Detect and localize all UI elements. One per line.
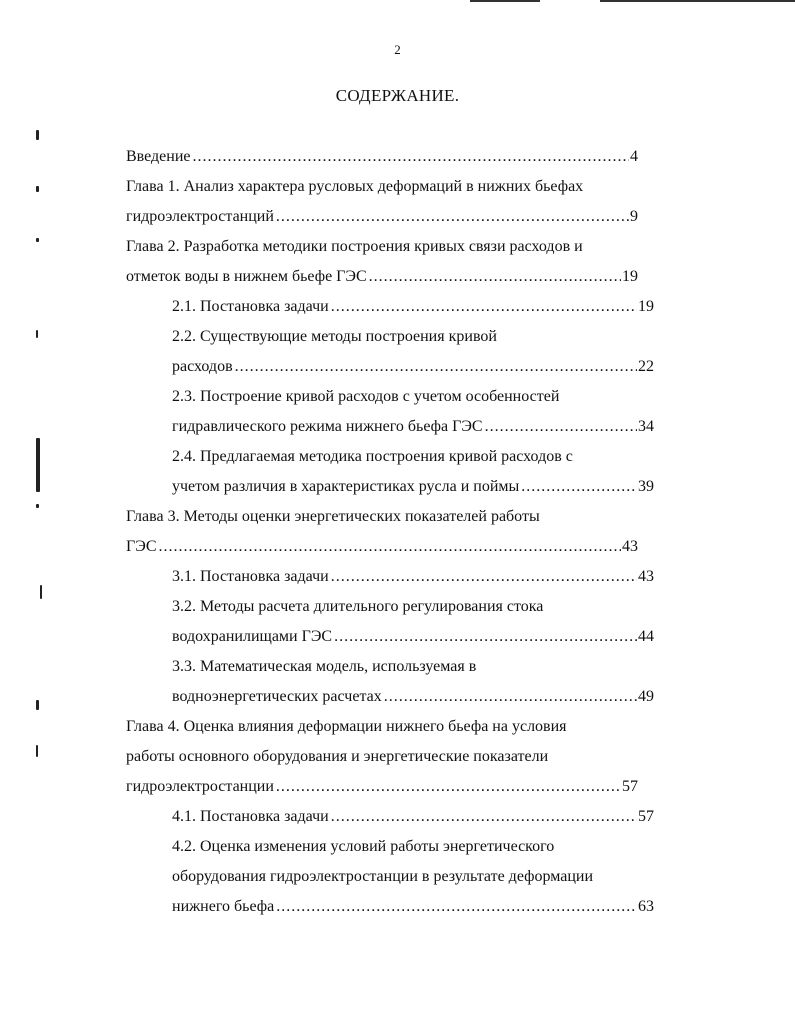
scan-artifact <box>36 238 39 242</box>
toc-line <box>172 412 654 442</box>
toc-dot-leader <box>276 772 621 802</box>
toc-line <box>172 442 654 472</box>
toc-dot-leader <box>331 562 637 592</box>
toc-entry-text: Глава 3. Методы оценки энергетических показателей работы <box>126 508 540 525</box>
toc-page-number: 22 <box>637 352 654 382</box>
toc-dot-leader <box>158 532 621 562</box>
scan-artifact <box>40 585 42 599</box>
toc-page-number: 4 <box>629 142 638 172</box>
toc-line <box>172 292 654 322</box>
toc-line <box>172 592 654 622</box>
toc-line <box>126 262 638 292</box>
scan-artifact <box>36 745 38 757</box>
scan-top-rule <box>600 0 795 2</box>
toc-line <box>172 352 654 382</box>
toc-dot-leader <box>485 412 637 442</box>
toc-entry-text: оборудования гидроэлектростанции в результате деформации <box>172 868 594 885</box>
toc-dot-leader <box>331 802 637 832</box>
toc-line <box>172 652 654 682</box>
toc-entry-text: работы основного оборудования и энергетические показатели <box>126 748 549 765</box>
toc-entry-text: Введение <box>126 148 191 165</box>
toc-line <box>126 232 638 262</box>
scan-artifact <box>36 438 40 492</box>
toc-entry-text: расходов <box>172 358 233 375</box>
toc-line <box>172 382 654 412</box>
toc-line <box>172 472 654 502</box>
toc-entry-text: нижнего бьефа <box>172 898 275 915</box>
toc-page-number: 39 <box>637 472 654 502</box>
toc-entry-text: учетом различия в характеристиках русла и поймы <box>172 478 520 495</box>
scan-artifact <box>36 504 39 508</box>
toc-entry-text: Глава 4. Оценка влияния деформации нижнего бьефа на условия <box>126 718 567 735</box>
toc-entry-text: 4.1. Постановка задачи <box>172 808 329 825</box>
toc-entry-text: 3.1. Постановка задачи <box>172 568 329 585</box>
toc-entry-text: Глава 2. Разработка методики построения кривых связи расходов и <box>126 238 583 255</box>
toc-line <box>172 322 654 352</box>
toc-page-number: 44 <box>637 622 654 652</box>
toc-line <box>126 712 638 742</box>
toc-line <box>126 772 638 802</box>
toc-entry-text: 2.2. Существующие методы построения кривой <box>172 328 497 345</box>
toc-page-number: 19 <box>637 292 654 322</box>
toc-line <box>126 532 638 562</box>
toc-line <box>172 562 654 592</box>
toc-entry-text: 2.4. Предлагаемая методика построения кривой расходов с <box>172 448 573 465</box>
toc-entry-text: 3.3. Математическая модель, используемая в <box>172 658 477 675</box>
toc-page-number: 34 <box>637 412 654 442</box>
page-number: 2 <box>394 42 401 57</box>
toc-entry-text: водохранилищами ГЭС <box>172 628 333 645</box>
toc-entry-text: Глава 1. Анализ характера русловых деформаций в нижних бьефах <box>126 178 584 195</box>
toc-dot-leader <box>193 142 630 172</box>
toc-line <box>126 742 638 772</box>
scan-top-rule <box>470 0 540 2</box>
toc-page-number: 43 <box>637 562 654 592</box>
scan-artifact <box>36 130 39 140</box>
toc-entry-text: 4.2. Оценка изменения условий работы энергетического <box>172 838 555 855</box>
toc-entry-text: ГЭС <box>126 538 157 555</box>
toc-entry-text: водноэнергетических расчетах <box>172 688 382 705</box>
toc-dot-leader <box>521 472 637 502</box>
toc-line <box>172 832 654 862</box>
toc-page-number: 57 <box>637 802 654 832</box>
scan-artifact <box>36 330 38 338</box>
toc-line <box>126 502 638 532</box>
toc-page-number: 43 <box>621 532 638 562</box>
toc-dot-leader <box>276 892 637 922</box>
toc-line <box>172 622 654 652</box>
toc-line <box>172 802 654 832</box>
toc-dot-leader <box>384 682 637 712</box>
toc-page-number: 57 <box>621 772 638 802</box>
toc-entry-text: 2.3. Построение кривой расходов с учетом особенностей <box>172 388 560 405</box>
toc-dot-leader <box>369 262 621 292</box>
scan-artifact <box>36 700 39 710</box>
toc-page-number: 19 <box>621 262 638 292</box>
toc-line <box>172 892 654 922</box>
toc-line <box>126 142 638 172</box>
scan-artifact <box>36 186 39 192</box>
toc-line <box>172 682 654 712</box>
toc-dot-leader <box>276 202 629 232</box>
toc-entry-text: отметок воды в нижнем бьефе ГЭС <box>126 268 367 285</box>
toc-page-number: 63 <box>637 892 654 922</box>
toc-page-number: 9 <box>629 202 638 232</box>
toc-entry-text: гидроэлектростанции <box>126 778 274 795</box>
toc-entry-text: гидравлического режима нижнего бьефа ГЭС <box>172 418 483 435</box>
toc-dot-leader <box>334 622 637 652</box>
toc-entry-text: 2.1. Постановка задачи <box>172 298 329 315</box>
toc-line <box>126 172 638 202</box>
toc-entry-text: гидроэлектростанций <box>126 208 274 225</box>
toc-entry-text: 3.2. Методы расчета длительного регулирования стока <box>172 598 544 615</box>
toc-line <box>172 862 654 892</box>
toc-dot-leader <box>235 352 637 382</box>
toc-page-number: 49 <box>637 682 654 712</box>
page-title: СОДЕРЖАНИЕ. <box>335 86 460 105</box>
toc-dot-leader <box>331 292 637 322</box>
toc-line <box>126 202 638 232</box>
